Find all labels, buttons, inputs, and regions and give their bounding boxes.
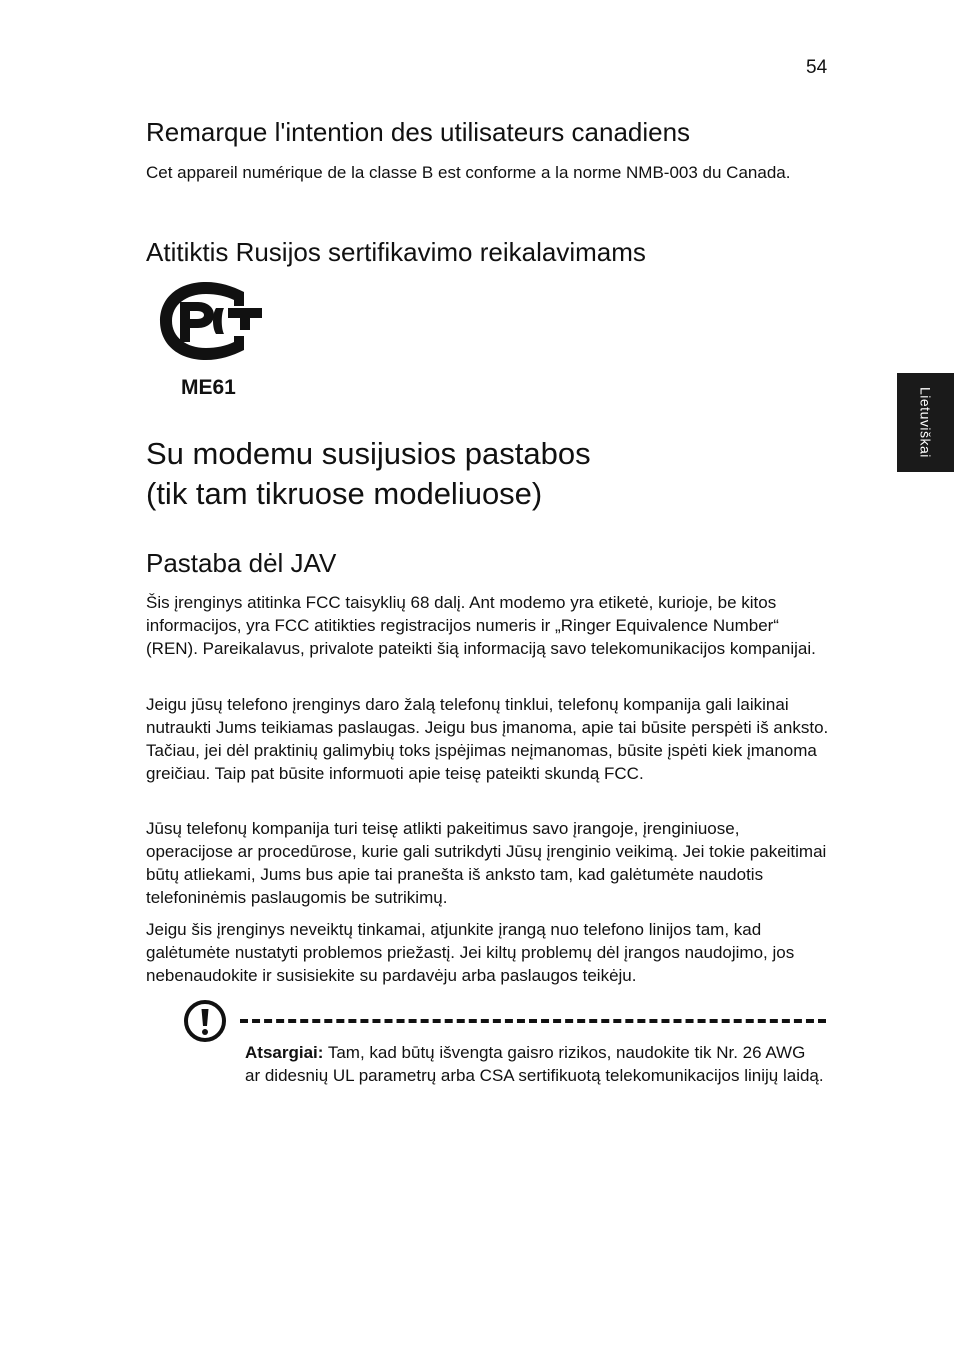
- modem-title-line1: Su modemu susijusios pastabos: [146, 436, 591, 471]
- gost-r-certification-logo: [158, 280, 264, 362]
- russia-heading: Atitiktis Rusijos sertifikavimo reikalavimams: [146, 237, 646, 267]
- canada-text: Cet appareil numérique de la classe B est conforme a la norme NMB-003 du Canada.: [146, 163, 791, 182]
- usa-heading: Pastaba dėl JAV: [146, 548, 337, 578]
- canada-heading: Remarque l'intention des utilisateurs canadiens: [146, 117, 691, 147]
- language-side-tab: [897, 373, 954, 472]
- modem-title-line2: (tik tam tikruose modeliuose): [146, 476, 543, 511]
- modem-title: [146, 434, 591, 514]
- gost-code: ME61: [181, 376, 236, 399]
- usa-paragraph-4: Jeigu šis įrenginys neveiktų tinkamai, atjunkite įrangą nuo telefono linijos tam, kad galėtumėte nustatyti problemos priežastį. Jei kiltų problemų dėl įrangos naudojimo, jos nebenaudokite ir susisiekite su pardavėju arba paslaugos teikėju.: [146, 920, 795, 985]
- usa-paragraph-1: Šis įrenginys atitinka FCC taisyklių 68 dalį. Ant modemo yra etiketė, kurioje, be kitos informacijos, yra FCC atitikties registracijos numeris ir „Ringer Equivalence Number“ (REN). Pareikalavus, privalote pateikti šią informaciją savo telekomunikacijos kompanijai.: [146, 593, 816, 658]
- caution-divider: [240, 1019, 826, 1023]
- usa-paragraph-2: Jeigu jūsų telefono įrenginys daro žalą telefonų tinklui, telefonų kompanija gali laikinai nutraukti Jums teikiamas paslaugas. Jeigu bus įmanoma, apie tai būsite perspėti iš anksto. Tačiau, jei dėl praktinių galimybių toks įspėjimas neįmanomas, būsite įspėti kiek įmanoma greičiau. Taip pat būsite informuoti apie teisę pateikti skundą FCC.: [146, 695, 829, 783]
- language-side-tab-label: Lietuviškai: [917, 387, 934, 458]
- caution-text: Tam, kad būtų išvengta gaisro rizikos, naudokite tik Nr. 26 AWG ar didesnių UL parametrų arba CSA sertifikuotą telekomunikacijos linijų laidą.: [245, 1043, 824, 1085]
- page-number: 54: [806, 57, 828, 78]
- exclamation-icon: [182, 998, 228, 1044]
- caution-note: [245, 1041, 825, 1087]
- caution-label: Atsargiai:: [245, 1043, 324, 1062]
- usa-paragraph-3: Jūsų telefonų kompanija turi teisę atlikti pakeitimus savo įrangoje, įrenginiuose, operacijose ar procedūrose, kurie gali sutrikdyti Jūsų įrenginio veikimą. Jei tokie pakeitimai būtų atliekami, Jums bus apie tai pranešta iš anksto tam, kad galėtumėte naudotis telefoninėmis paslaugomis be sutrikimų.: [146, 819, 827, 907]
